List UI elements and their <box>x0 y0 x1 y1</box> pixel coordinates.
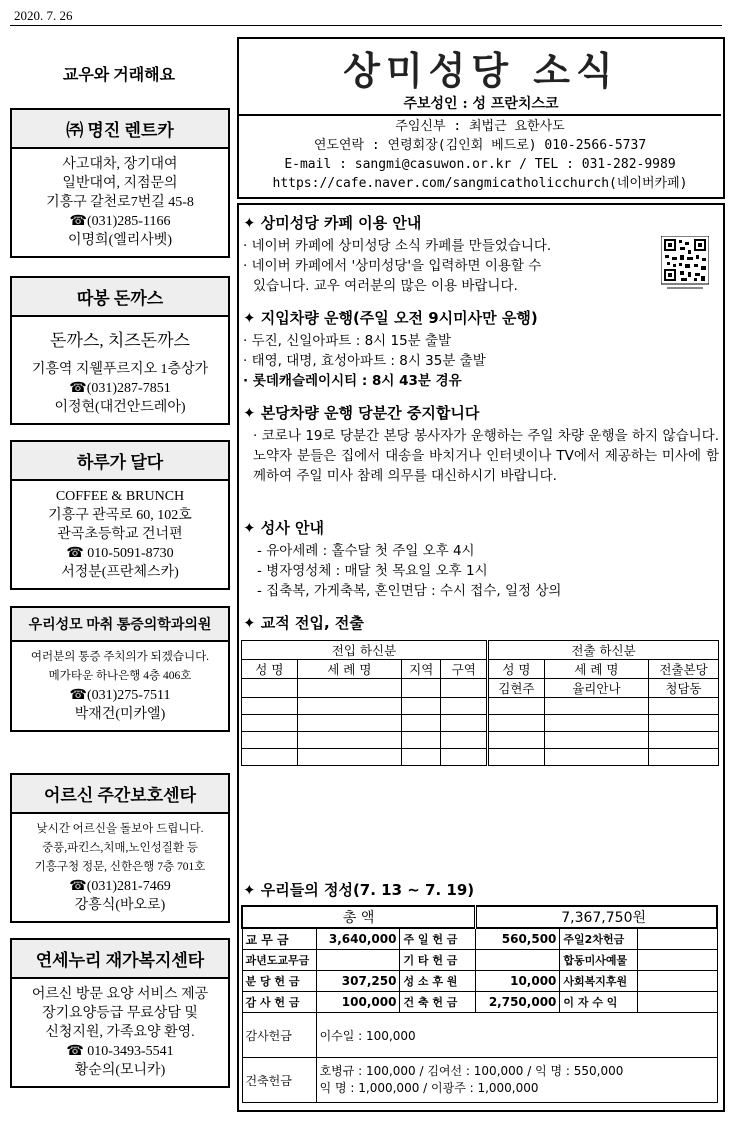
ad-title: 하루가 달다 <box>12 442 228 481</box>
ad-line: COFFEE & BRUNCH <box>55 489 185 504</box>
transfer-section <box>243 612 719 633</box>
build-label: 건축헌금 <box>242 1058 316 1103</box>
email-phone-line[interactable]: E-mail : sangmi@casuwon.or.kr / TEL : 031-282-9989 <box>284 157 676 172</box>
build-line: 호병규 : 100,000 / 김여선 : 100,000 / 익 명 : 550,000 <box>319 1064 624 1078</box>
offering-amount: 10,000 <box>476 971 560 992</box>
offering-label: 분 당 헌 금 <box>242 971 316 992</box>
ad-phone[interactable]: ☎(031)287-7851 <box>69 381 171 396</box>
build-text <box>316 1058 717 1103</box>
ad-phone[interactable]: ☎ 010-5091-8730 <box>66 546 174 561</box>
business-ad <box>10 938 230 1088</box>
ad-title: 따봉 돈까스 <box>12 278 228 317</box>
table-row <box>242 749 719 766</box>
ad-line: 여러분의 통증 주치의가 되겠습니다. <box>30 651 210 663</box>
ad-line: 장기요양등급 무료상담 및 <box>42 1006 198 1021</box>
table-row <box>242 698 719 715</box>
ad-title: ㈜ 명진 렌트카 <box>12 110 228 149</box>
bus-title: ✦ 지입차량 운행(주일 오전 9시미사만 운행) <box>243 309 538 327</box>
bus-section <box>243 307 719 391</box>
ad-line: 낮시간 어르신을 돌보아 드립니다. <box>36 823 204 835</box>
ad-line: 기흥구 갈천로7번길 45-8 <box>46 195 194 210</box>
ad-phone[interactable]: ☎(031)281-7469 <box>69 879 171 894</box>
ad-line: 강흥식(바오로) <box>74 898 166 913</box>
ad-line: 기흥역 지웰푸르지오 1층상가 <box>31 362 209 377</box>
offering-section <box>243 879 719 900</box>
ad-line: 신청지원, 가족요양 환영. <box>45 1025 195 1040</box>
table-row <box>242 679 719 698</box>
offering-label: 주일2차헌금 <box>560 928 638 950</box>
col-in-baptismal: 세 례 명 <box>297 660 401 679</box>
offering-amount: 307,250 <box>316 971 400 992</box>
table-row <box>242 928 717 950</box>
ad-body <box>12 149 228 256</box>
total-value: 7,367,750원 <box>476 906 717 928</box>
offering-title: ✦ 우리들의 정성(7. 13 ~ 7. 19) <box>243 881 475 899</box>
ad-line: 사고대차, 장기대여 <box>62 157 178 172</box>
ad-line: 이명희(엘리사벳) <box>68 233 172 248</box>
business-ad <box>10 108 230 258</box>
ad-line: 중풍,파킨스,치매,노인성질환 등 <box>42 842 198 854</box>
issue-date: 2020. 7. 26 <box>14 8 73 23</box>
ad-line: 황순의(모니카) <box>74 1063 166 1078</box>
suspend-title: ✦ 본당차량 운행 당분간 중지합니다 <box>243 404 480 422</box>
total-label: 총 액 <box>242 906 476 928</box>
ad-body <box>12 481 228 588</box>
bus-line: · 태영, 대명, 효성아파트 : 8시 35분 출발 <box>243 353 486 369</box>
offering-table <box>241 905 718 1103</box>
ad-line: 기흥구청 정문, 신한은행 7층 701호 <box>34 861 206 873</box>
ad-line: 서정분(프란체스카) <box>61 565 179 580</box>
offering-label: 기 타 헌 금 <box>400 950 476 971</box>
cafe-url-line[interactable]: https://cafe.naver.com/sangmicatholicchurch(네이버카페) <box>272 176 688 191</box>
col-in-district: 구역 <box>441 660 488 679</box>
ad-line: 일반대여, 지점문의 <box>62 176 178 191</box>
offering-amount <box>638 928 717 950</box>
ad-title: 우리성모 마취 통증의학과의원 <box>12 608 228 642</box>
business-ad <box>10 606 230 732</box>
sacrament-line: - 유아세례 : 홀수달 첫 주일 오후 4시 <box>257 543 475 559</box>
ad-title: 연세누리 재가복지센타 <box>12 940 228 979</box>
out-baptismal-cell: 율리안나 <box>544 679 648 698</box>
sacrament-line: - 집축복, 가게축복, 혼인면담 : 수시 접수, 일정 상의 <box>257 583 562 599</box>
offering-amount: 3,640,000 <box>316 928 400 950</box>
ad-phone[interactable]: ☎(031)285-1166 <box>69 214 171 229</box>
patron-saint: 주보성인 : 성 프란치스코 <box>403 96 559 112</box>
offering-label: 합동미사예물 <box>560 950 638 971</box>
offering-label: 건 축 헌 금 <box>400 992 476 1013</box>
offering-label: 주 일 헌 금 <box>400 928 476 950</box>
offering-label: 감 사 헌 금 <box>242 992 316 1013</box>
offering-amount: 560,500 <box>476 928 560 950</box>
table-row <box>242 971 717 992</box>
funeral-contact-line: 연도연락 : 연령회장(김인회 베드로) 010-2566-5737 <box>313 138 647 153</box>
col-out-parish: 전출본당 <box>649 660 719 679</box>
cafe-title: ✦ 상미성당 카페 이용 안내 <box>243 214 422 232</box>
col-in-region: 지역 <box>401 660 440 679</box>
ad-line: 관곡초등학교 건너편 <box>57 527 183 542</box>
offering-amount <box>476 950 560 971</box>
table-row <box>242 715 719 732</box>
sidebar-tagline: 교우와 거래해요 <box>62 67 176 84</box>
offering-label: 성 소 후 원 <box>400 971 476 992</box>
ad-body <box>12 642 228 730</box>
bus-line-bold: · 롯데캐슬레이시티 : 8시 43분 경유 <box>243 373 462 389</box>
offering-amount <box>638 950 717 971</box>
offering-label: 이 자 수 익 <box>560 992 638 1013</box>
pastor-line: 주임신부 : 최법근 요한사도 <box>395 119 565 134</box>
business-ad <box>10 773 230 923</box>
sacrament-line: - 병자영성체 : 매달 첫 목요일 오후 1시 <box>257 563 488 579</box>
offering-amount <box>638 971 717 992</box>
thanks-label: 감사헌금 <box>242 1013 316 1058</box>
top-divider <box>10 25 722 26</box>
out-header: 전출 하신분 <box>488 641 719 660</box>
build-line: 익 명 : 1,000,000 / 이광주 : 1,000,000 <box>319 1081 539 1095</box>
ad-line: 어르신 방문 요양 서비스 제공 <box>31 987 209 1002</box>
in-header: 전입 하신분 <box>242 641 488 660</box>
business-ad <box>10 276 230 425</box>
business-ad <box>10 440 230 590</box>
ad-line: 메가타운 하나은행 4층 406호 <box>48 670 192 682</box>
table-row <box>242 992 717 1013</box>
thanks-text: 이수일 : 100,000 <box>316 1013 717 1058</box>
offering-amount <box>316 950 400 971</box>
transfer-table <box>241 640 719 766</box>
suspend-section <box>243 402 719 486</box>
table-row <box>242 732 719 749</box>
ad-phone[interactable]: ☎ 010-3493-5541 <box>66 1044 174 1059</box>
ad-line: 박재건(미카엘) <box>74 707 166 722</box>
col-out-baptismal: 세 례 명 <box>544 660 648 679</box>
cafe-section <box>243 212 719 296</box>
cafe-line: · 네이버 카페에 상미성당 소식 카페를 만들었습니다. <box>243 238 552 254</box>
ad-phone[interactable]: ☎(031)275-7511 <box>69 688 171 703</box>
offering-label: 교 무 금 <box>242 928 316 950</box>
ad-line: 돈까스, 치즈돈까스 <box>50 331 190 350</box>
offering-amount <box>638 992 717 1013</box>
ad-body <box>12 979 228 1086</box>
ad-body <box>12 317 228 423</box>
col-in-name: 성 명 <box>242 660 298 679</box>
cafe-line: 있습니다. 교우 여러분의 많은 이용 바랍니다. <box>253 278 518 294</box>
bulletin-title: 상미성당 소식 <box>343 48 619 93</box>
offering-amount: 2,750,000 <box>476 992 560 1013</box>
ad-line: 이정현(대건안드레아) <box>54 400 186 415</box>
offering-label: 사회복지후원 <box>560 971 638 992</box>
qr-code-icon[interactable] <box>661 236 709 292</box>
transfer-title: ✦ 교적 전입, 전출 <box>243 614 364 632</box>
col-out-name: 성 명 <box>488 660 545 679</box>
cafe-line: · 네이버 카페에서 '상미성당'을 입력하면 이용할 수 <box>243 258 542 274</box>
table-row <box>242 950 717 971</box>
contact-info <box>240 117 720 193</box>
ad-line: 기흥구 관곡로 60, 102호 <box>48 508 192 523</box>
bus-line: · 두진, 신일아파트 : 8시 15분 출발 <box>243 333 452 349</box>
suspend-text: · 코로나 19로 당분간 본당 봉사자가 운행하는 주일 차량 운행을 하지 않습니다. 노약자 분들은 집에서 대송을 바치거나 인터넷이나 TV에서 제공하는 미사에 함께하여 주일 미사 참례 의무를 대신하시기 바랍니다. <box>253 428 719 484</box>
header-divider <box>239 114 721 116</box>
sacrament-title: ✦ 성사 안내 <box>243 519 324 537</box>
sacrament-section <box>243 517 719 601</box>
ad-title: 어르신 주간보호센타 <box>12 775 228 814</box>
out-name-cell: 김현주 <box>488 679 545 698</box>
ad-body <box>12 814 228 921</box>
offering-amount: 100,000 <box>316 992 400 1013</box>
out-parish-cell: 청담동 <box>649 679 719 698</box>
offering-label: 과년도교무금 <box>242 950 316 971</box>
